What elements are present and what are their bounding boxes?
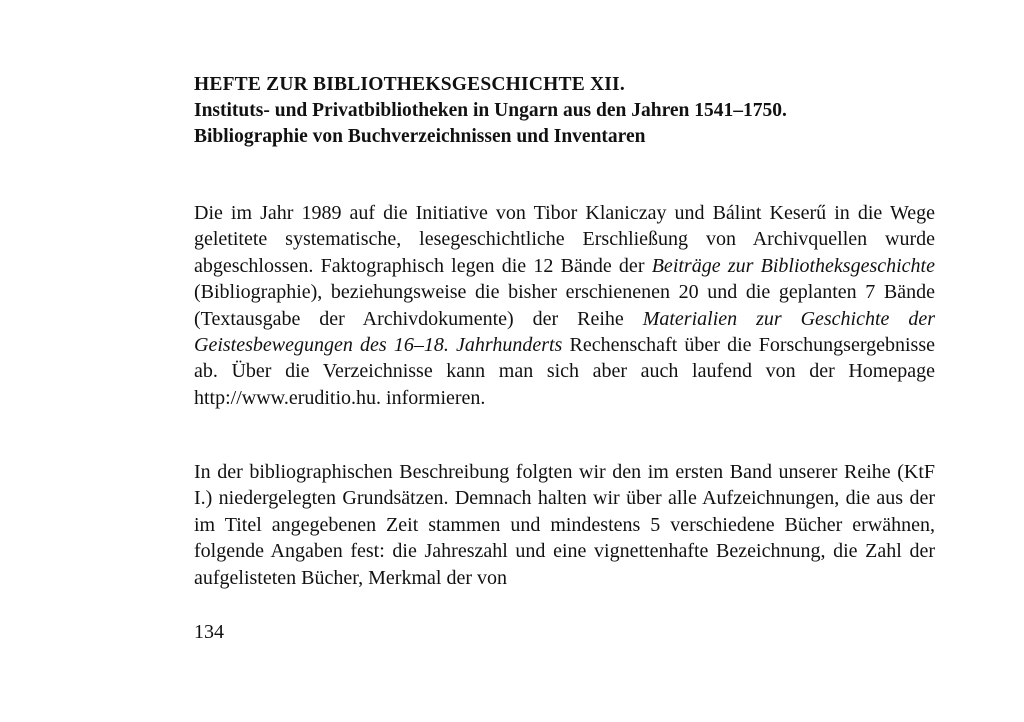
paragraph-1-text-b: (Bibliographie), beziehungsweise die bisher erschienenen 20 und die geplanten 7 Bände (Textausgabe der Archivdokumente) der Reihe [194, 281, 935, 330]
page-heading [194, 72, 954, 150]
paragraph-2-text: In der bibliographischen Beschreibung folgten wir den im ersten Band unserer Reihe (KtF I.) niedergelegten Grundsätzen. Demnach halten wir über alle Aufzeichnungen, die aus der im Titel angegebenen Zeit stammen und mindestens 5 verschiedene Bücher erwähnen, folgende Angaben fest: die Jahreszahl und eine vignettenhafte Bezeichnung, die Zahl der aufgelisteten Bücher, Merkmal der von [194, 461, 935, 589]
paragraph-1 [194, 200, 935, 411]
series-title: HEFTE ZUR BIBLIOTHEKSGESCHICHTE XII. [194, 74, 625, 95]
paragraph-1-text-a: Die im Jahr 1989 auf die Initiative von Tibor Klaniczay und Bálint Keserű in die Wege geletitete systematische, lesegeschichtliche Erschließung von Archivquellen wurde abgeschlossen. Faktographisch legen die 12 Bände der [194, 202, 935, 277]
series-name-beitraege: Beiträge zur Bibliotheksgeschichte [651, 254, 935, 277]
paragraph-2 [194, 459, 935, 591]
book-subtitle: Bibliographie von Buchverzeichnissen und Inventaren [194, 126, 646, 147]
page-number: 134 [194, 621, 224, 643]
book-title: Instituts- und Privatbibliotheken in Ungarn aus den Jahren 1541–1750. [194, 100, 787, 121]
paragraph-1-text-c: Rechenschaft über die Forschungsergebnisse ab. Über die Verzeichnisse kann man sich aber auch laufend von der Homepage http://www.eruditio.hu. informieren. [194, 334, 935, 409]
series-name-materialien: Materialien zur Geschichte der Geistesbewegungen des 16–18. Jahrhunderts [194, 307, 936, 357]
